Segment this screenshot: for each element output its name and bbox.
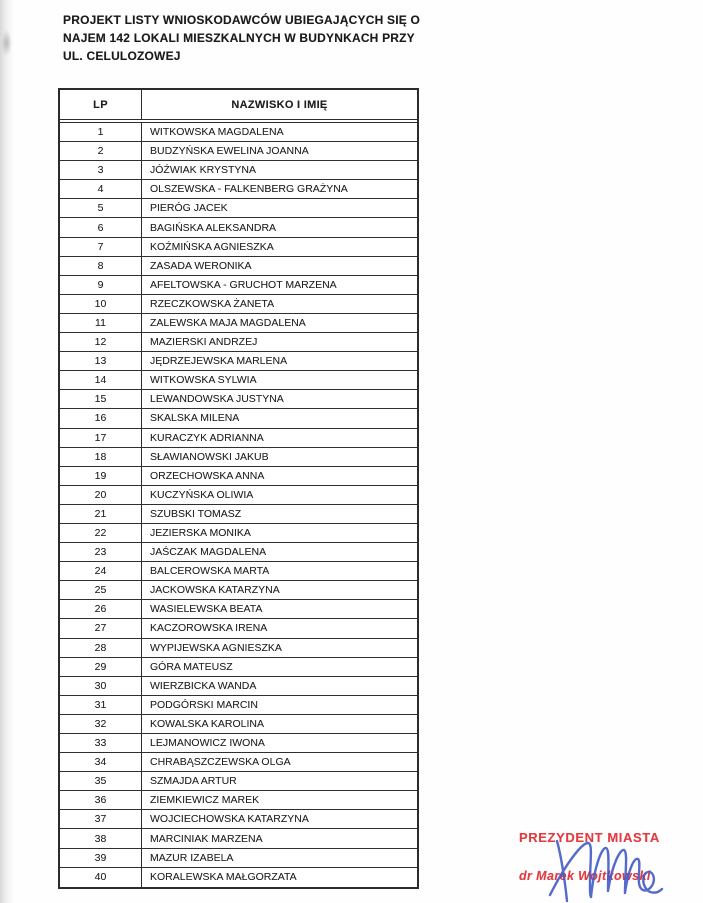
signature-signer-name: dr Marek Wojtkowski [519, 869, 651, 883]
table-header-row [60, 90, 417, 120]
row-number-cell: 3 [60, 161, 142, 179]
row-number-cell: 11 [60, 314, 142, 332]
table-row [60, 581, 417, 600]
table-row [60, 429, 417, 448]
table-row [60, 677, 417, 696]
table-row [60, 639, 417, 658]
table-row [60, 409, 417, 428]
table-row [60, 180, 417, 199]
table-row [60, 448, 417, 467]
table-row [60, 371, 417, 390]
document-title [63, 11, 453, 65]
row-number-cell: 17 [60, 429, 142, 447]
applicant-name-cell: LEWANDOWSKA JUSTYNA [150, 393, 284, 406]
table-row [60, 333, 417, 352]
applicant-name-cell: PODGÓRSKI MARCIN [150, 698, 258, 711]
applicant-name-cell: ORZECHOWSKA ANNA [150, 469, 265, 482]
column-header-lp: LP [60, 90, 142, 119]
applicant-name-cell: AFELTOWSKA - GRUCHOT MARZENA [150, 278, 337, 291]
table-row [60, 295, 417, 314]
table-row [60, 467, 417, 486]
row-number-cell: 22 [60, 524, 142, 542]
table-row [60, 562, 417, 581]
row-number-cell: 39 [60, 849, 142, 867]
row-number-cell: 9 [60, 276, 142, 294]
row-number-cell: 28 [60, 639, 142, 657]
row-number-cell: 36 [60, 791, 142, 809]
row-number-cell: 34 [60, 753, 142, 771]
applicant-name-cell: OLSZEWSKA - FALKENBERG GRAŻYNA [150, 183, 348, 196]
table-row [60, 142, 417, 161]
applicant-name-cell: JACKOWSKA KATARZYNA [150, 584, 280, 597]
row-number-cell: 10 [60, 295, 142, 313]
applicant-name-cell: MAZUR IZABELA [150, 851, 234, 864]
table-row [60, 524, 417, 543]
applicant-name-cell: SKALSKA MILENA [150, 412, 240, 425]
table-row [60, 715, 417, 734]
table-row [60, 238, 417, 257]
row-number-cell: 24 [60, 562, 142, 580]
applicant-name-cell: BAGIŃSKA ALEKSANDRA [150, 221, 277, 234]
table-row [60, 619, 417, 638]
table-row [60, 868, 417, 887]
row-number-cell: 40 [60, 868, 142, 887]
table-row [60, 849, 417, 868]
row-number-cell: 33 [60, 734, 142, 752]
applicant-name-cell: KORALEWSKA MAŁGORZATA [150, 871, 297, 884]
row-number-cell: 6 [60, 218, 142, 236]
applicant-name-cell: MAZIERSKI ANDRZEJ [150, 336, 258, 349]
applicant-name-cell: RZECZKOWSKA ŻANETA [150, 297, 275, 310]
applicant-name-cell: WOJCIECHOWSKA KATARZYNA [150, 813, 309, 826]
applicant-name-cell: BALCEROWSKA MARTA [150, 565, 270, 578]
table-row [60, 791, 417, 810]
document-title-line-1: PROJEKT LISTY WNIOSKODAWCÓW UBIEGAJĄCYCH SIĘ O [63, 13, 421, 27]
table-row [60, 352, 417, 371]
applicant-name-cell: SŁAWIANOWSKI JAKUB [150, 450, 269, 463]
applicant-name-cell: CHRABĄSZCZEWSKA OLGA [150, 756, 291, 769]
row-number-cell: 30 [60, 677, 142, 695]
row-number-cell: 21 [60, 505, 142, 523]
row-number-cell: 16 [60, 409, 142, 427]
row-number-cell: 13 [60, 352, 142, 370]
table-row [60, 276, 417, 295]
applicant-name-cell: WYPIJEWSKA AGNIESZKA [150, 641, 282, 654]
signature-office-title: PREZYDENT MIASTA [519, 830, 660, 845]
table-row [60, 543, 417, 562]
table-row [60, 829, 417, 848]
applicant-name-cell: JÓŹWIAK KRYSTYNA [150, 164, 256, 177]
table-row [60, 390, 417, 409]
applicant-name-cell: BUDZYŃSKA EWELINA JOANNA [150, 145, 309, 158]
applicant-name-cell: MARCINIAK MARZENA [150, 832, 263, 845]
table-row [60, 257, 417, 276]
row-number-cell: 25 [60, 581, 142, 599]
scan-edge-artifact [0, 0, 14, 903]
table-row [60, 600, 417, 619]
scan-smudge-artifact [1, 30, 12, 56]
table-row [60, 161, 417, 180]
table-row [60, 772, 417, 791]
applicant-name-cell: SZUBSKI TOMASZ [150, 507, 242, 520]
row-number-cell: 5 [60, 199, 142, 217]
table-row [60, 658, 417, 677]
applicant-name-cell: KUCZYŃSKA OLIWIA [150, 488, 254, 501]
document-title-line-3: UL. CELULOZOWEJ [63, 49, 181, 63]
row-number-cell: 31 [60, 696, 142, 714]
table-row [60, 505, 417, 524]
applicant-name-cell: KACZOROWSKA IRENA [150, 622, 268, 635]
table-row [60, 810, 417, 829]
table-body [60, 122, 417, 887]
row-number-cell: 4 [60, 180, 142, 198]
table-row [60, 314, 417, 333]
row-number-cell: 12 [60, 333, 142, 351]
applicant-name-cell: ZIEMKIEWICZ MAREK [150, 794, 260, 807]
row-number-cell: 20 [60, 486, 142, 504]
row-number-cell: 38 [60, 829, 142, 847]
table-row [60, 486, 417, 505]
row-number-cell: 27 [60, 619, 142, 637]
row-number-cell: 19 [60, 467, 142, 485]
table-row [60, 696, 417, 715]
applicant-name-cell: JEZIERSKA MONIKA [150, 527, 251, 540]
row-number-cell: 35 [60, 772, 142, 790]
applicant-name-cell: KURACZYK ADRIANNA [150, 431, 264, 444]
handwritten-signature-icon [538, 833, 673, 903]
row-number-cell: 18 [60, 448, 142, 466]
row-number-cell: 8 [60, 257, 142, 275]
applicant-name-cell: WASIELEWSKA BEATA [150, 603, 263, 616]
table-row [60, 218, 417, 237]
row-number-cell: 15 [60, 390, 142, 408]
applicant-name-cell: JĘDRZEJEWSKA MARLENA [150, 355, 288, 368]
row-number-cell: 32 [60, 715, 142, 733]
table-row [60, 199, 417, 218]
applicant-name-cell: WIERZBICKA WANDA [150, 679, 257, 692]
applicant-name-cell: WITKOWSKA SYLWIA [150, 374, 257, 387]
table-row [60, 734, 417, 753]
row-number-cell: 2 [60, 142, 142, 160]
row-number-cell: 26 [60, 600, 142, 618]
row-number-cell: 14 [60, 371, 142, 389]
applicants-table [58, 88, 419, 889]
applicant-name-cell: ZALEWSKA MAJA MAGDALENA [150, 316, 306, 329]
applicant-name-cell: WITKOWSKA MAGDALENA [150, 126, 284, 139]
table-row [60, 123, 417, 142]
row-number-cell: 37 [60, 810, 142, 828]
document-title-line-2: NAJEM 142 LOKALI MIESZKALNYCH W BUDYNKACH PRZY [63, 31, 415, 45]
row-number-cell: 7 [60, 238, 142, 256]
applicant-name-cell: ZASADA WERONIKA [150, 259, 252, 272]
column-header-name: NAZWISKO I IMIĘ [231, 98, 328, 111]
applicant-name-cell: LEJMANOWICZ IWONA [150, 737, 265, 750]
table-row [60, 753, 417, 772]
applicant-name-cell: JAŚCZAK MAGDALENA [150, 546, 267, 559]
applicant-name-cell: SZMAJDA ARTUR [150, 775, 237, 788]
applicant-name-cell: GÓRA MATEUSZ [150, 660, 233, 673]
row-number-cell: 29 [60, 658, 142, 676]
applicant-name-cell: PIERÓG JACEK [150, 202, 228, 215]
applicant-name-cell: KOŹMIŃSKA AGNIESZKA [150, 240, 274, 253]
row-number-cell: 23 [60, 543, 142, 561]
applicant-name-cell: KOWALSKA KAROLINA [150, 717, 264, 730]
row-number-cell: 1 [60, 123, 142, 141]
